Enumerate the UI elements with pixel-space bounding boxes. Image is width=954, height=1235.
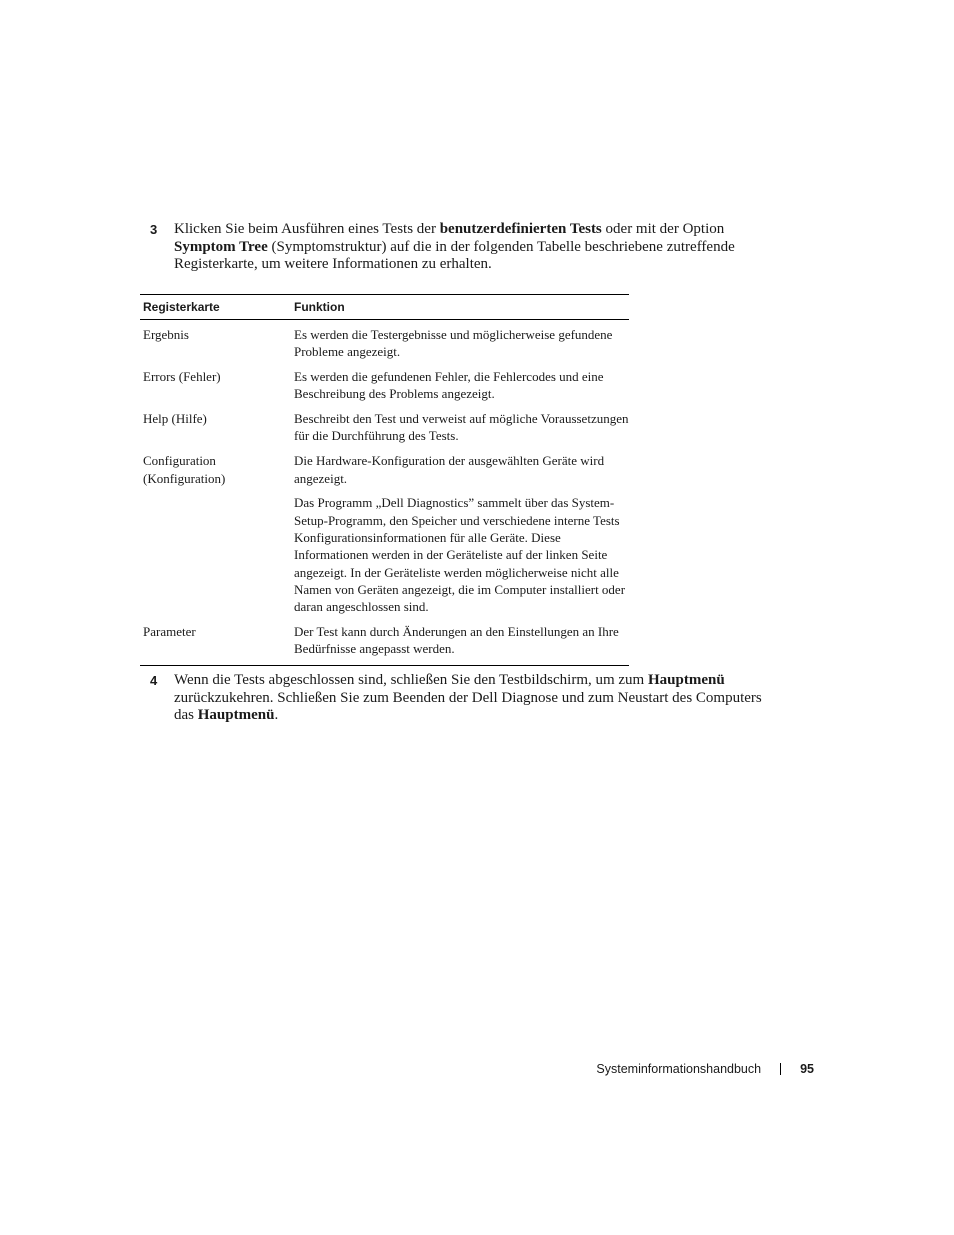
bold-term: Symptom Tree <box>174 238 268 255</box>
step-text-part: oder mit der Option <box>601 221 725 237</box>
step-3 <box>150 221 770 274</box>
bold-term: Hauptmenü <box>197 707 275 723</box>
table-row <box>140 364 629 406</box>
table-row <box>140 448 629 490</box>
header-funktion: Funktion <box>294 300 345 314</box>
cell-tab: Help (Hilfe) <box>143 411 207 427</box>
header-registerkarte: Registerkarte <box>143 300 220 314</box>
step-text-part: (Symptomstruktur) auf die in der folgenden Tabelle beschriebene zutreffende Registerkarte, um weitere Informationen zu erhalten. <box>174 238 735 272</box>
step-text-part: zurückzukehren. Schließen Sie zum Beenden der Dell Diagnose und zum Neustart des Computers das <box>174 689 762 723</box>
cell-tab: Ergebnis <box>143 327 189 342</box>
table-row <box>140 322 629 364</box>
cell-tab: Configuration (Konfiguration) <box>143 453 226 486</box>
bold-term: benutzerdefinierten Tests <box>439 221 602 237</box>
step-4 <box>150 672 770 725</box>
cell-function: Es werden die gefundenen Fehler, die Fehlercodes und eine Beschreibung des Problems angezeigt. <box>294 369 604 402</box>
tab-function-table <box>140 294 629 666</box>
table-row <box>140 619 629 665</box>
cell-function: Die Hardware-Konfiguration der ausgewählten Geräte wird angezeigt. <box>294 453 605 486</box>
table-header <box>140 295 629 320</box>
page-number: 95 <box>800 1062 814 1076</box>
table-row <box>140 406 629 448</box>
step-text-part: . <box>274 707 279 723</box>
page-footer <box>596 1062 814 1076</box>
cell-function: Das Programm „Dell Diagnostics” sammelt über das System-Setup-Programm, den Speicher und verschiedene interne Tests Konfigurationsinformationen für alle Geräte. Diese Informationen werden in der Geräteliste auf der linken Seite angezeigt. In der Geräteliste werden möglicherweise nicht alle Namen von Geräten angezeigt, die im Computer installiert oder daran angeschlossen sind. <box>294 495 626 615</box>
bold-term: Hauptmenü <box>647 672 725 688</box>
cell-tab <box>140 494 291 615</box>
footer-title: Systeminformationshandbuch <box>596 1062 762 1076</box>
table-row <box>140 490 629 619</box>
cell-function: Es werden die Testergebnisse und möglicherweise gefundene Probleme angezeigt. <box>294 327 613 360</box>
step-number: 4 <box>150 673 158 688</box>
step-text-part: Wenn die Tests abgeschlossen sind, schließen Sie den Testbildschirm, um zum <box>174 672 648 688</box>
cell-tab: Errors (Fehler) <box>143 369 221 385</box>
cell-tab: Parameter <box>143 623 196 639</box>
cell-function: Der Test kann durch Änderungen an den Einstellungen an Ihre Bedürfnisse angepasst werden. <box>294 623 619 657</box>
step-text-part: Klicken Sie beim Ausführen eines Tests der <box>174 221 440 237</box>
step-text <box>174 221 770 274</box>
step-text <box>174 672 770 725</box>
cell-function: Beschreibt den Test und verweist auf mögliche Voraussetzungen für die Durchführung des Tests. <box>294 411 629 444</box>
step-number: 3 <box>150 222 158 237</box>
footer-separator <box>780 1063 781 1075</box>
